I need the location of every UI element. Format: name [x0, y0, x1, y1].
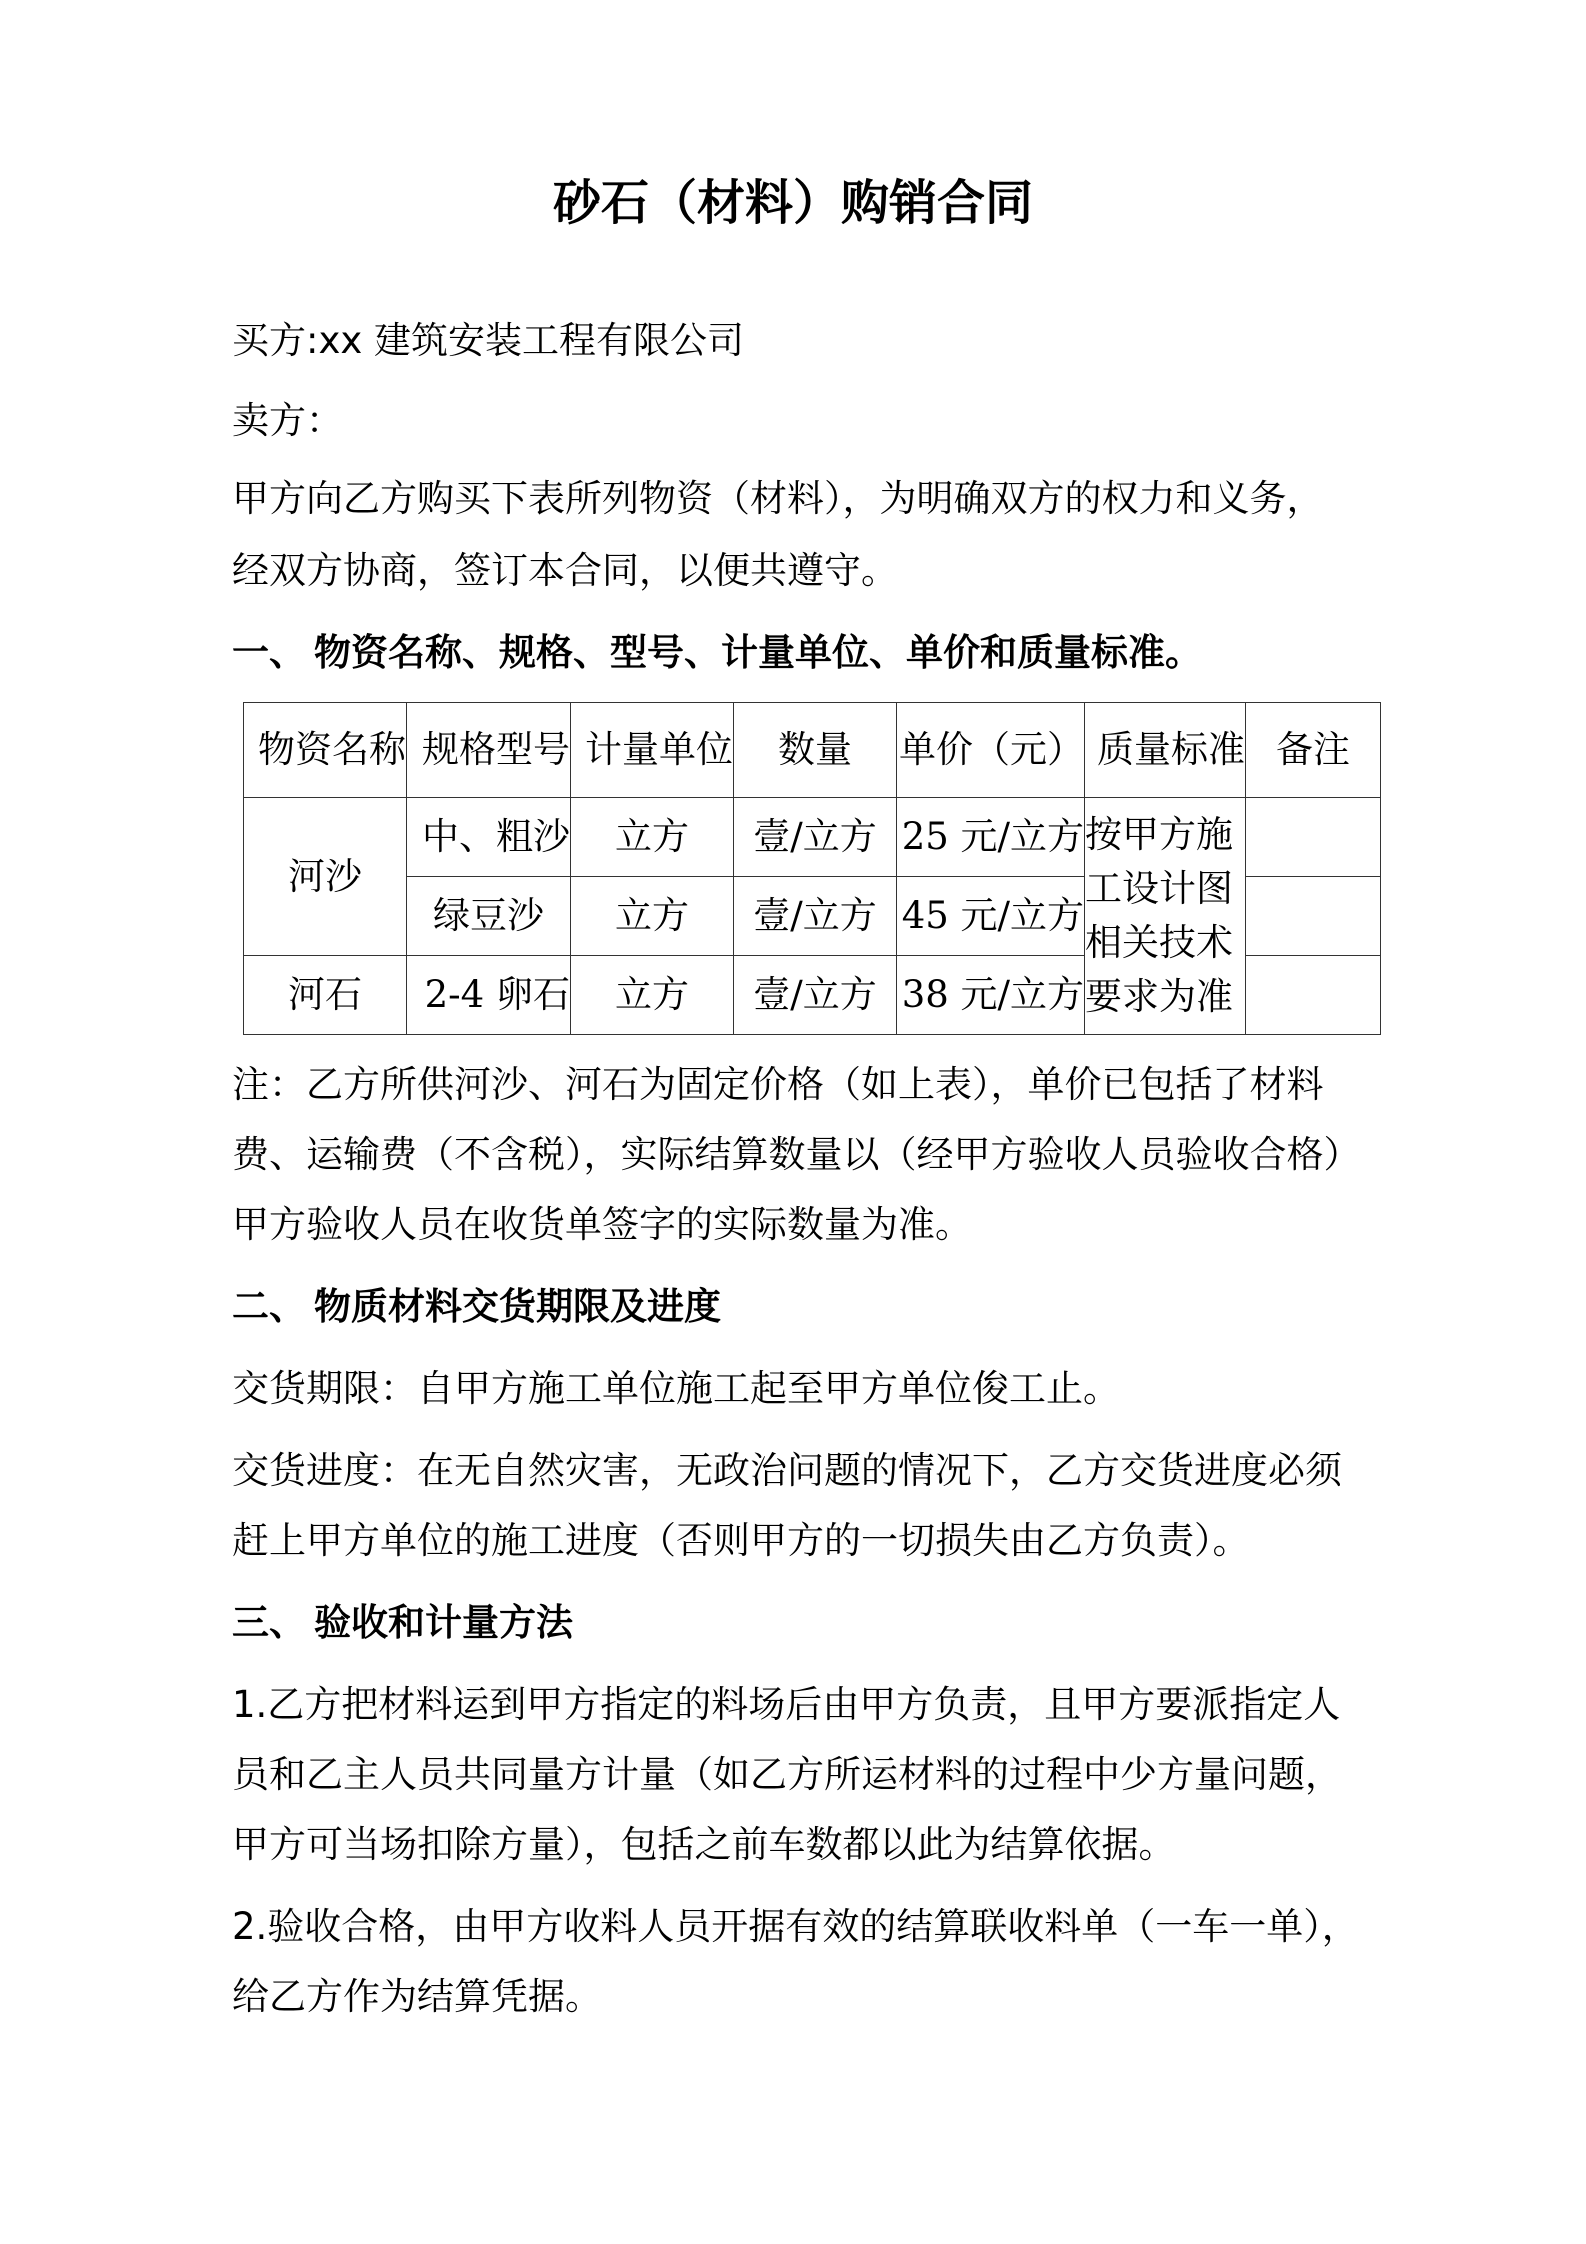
unit-cell: 立方: [571, 877, 734, 956]
header-cell: 质量标准: [1085, 703, 1246, 798]
item-1-line-1: 1.乙方把材料运到甲方指定的料场后由甲方负责，且甲方要派指定人: [232, 1683, 1341, 1726]
section-3-heading: [232, 1598, 1372, 1648]
qty-cell: 壹/立方: [734, 956, 897, 1035]
quality-line: 要求为准: [1085, 975, 1233, 1018]
unit-cell: 立方: [571, 798, 734, 877]
seller-line: 卖方：: [232, 399, 343, 442]
item-1-line-3: 甲方可当场扣除方量），包括之前车数都以此为结算依据。: [232, 1823, 1176, 1866]
section-1-number: 一、: [232, 631, 306, 674]
price-cell: 45 元/立方: [897, 877, 1085, 956]
quality-standard-cell: [1085, 798, 1246, 1035]
item-2-line-1: 2.验收合格，由甲方收料人员开据有效的结算联收料单（一车一单），: [232, 1905, 1359, 1948]
intro-line-2: 经双方协商，签订本合同，以便共遵守。: [232, 549, 898, 592]
quality-line: 相关技术: [1085, 921, 1233, 964]
table-header-row: [244, 703, 1381, 798]
price-cell: 38 元/立方: [897, 956, 1085, 1035]
remark-cell: [1246, 956, 1381, 1035]
header-cell: 计量单位: [571, 703, 734, 798]
spec-cell: 绿豆沙: [407, 877, 571, 956]
delivery-progress-line-1: 交货进度：在无自然灾害，无政治问题的情况下，乙方交货进度必须: [232, 1449, 1342, 1492]
section-3-number: 三、: [232, 1601, 306, 1644]
material-name-cell: 河石: [244, 956, 407, 1035]
note-line-1: 注：乙方所供河沙、河石为固定价格（如上表），单价已包括了材料: [232, 1063, 1324, 1106]
section-3-title: 验收和计量方法: [314, 1601, 573, 1644]
qty-cell: 壹/立方: [734, 798, 897, 877]
unit-cell: 立方: [571, 956, 734, 1035]
price-cell: 25 元/立方: [897, 798, 1085, 877]
header-cell: 备注: [1246, 703, 1381, 798]
buyer-line: 买方:xx 建筑安装工程有限公司: [232, 319, 745, 362]
section-2-title: 物质材料交货期限及进度: [314, 1285, 721, 1328]
section-2-heading: [232, 1282, 1372, 1332]
header-cell: 规格型号: [407, 703, 571, 798]
table-row: [244, 798, 1381, 877]
quality-line: 工设计图: [1085, 867, 1233, 910]
remark-cell: [1246, 877, 1381, 956]
header-cell: 单价（元）: [897, 703, 1085, 798]
material-name-cell: 河沙: [244, 798, 407, 956]
intro-line-1: 甲方向乙方购买下表所列物资（材料），为明确双方的权力和义务，: [232, 477, 1324, 520]
remark-cell: [1246, 798, 1381, 877]
header-cell: 数量: [734, 703, 897, 798]
note-line-2: 费、运输费（不含税），实际结算数量以（经甲方验收人员验收合格）: [232, 1133, 1361, 1176]
qty-cell: 壹/立方: [734, 877, 897, 956]
section-1-title: 物资名称、规格、型号、计量单位、单价和质量标准。: [314, 631, 1202, 674]
item-2-line-2: 给乙方作为结算凭据。: [232, 1975, 602, 2018]
note-line-3: 甲方验收人员在收货单签字的实际数量为准。: [232, 1203, 972, 1246]
delivery-progress-line-2: 赶上甲方单位的施工进度（否则甲方的一切损失由乙方负责）。: [232, 1519, 1250, 1562]
section-2-number: 二、: [232, 1285, 306, 1328]
materials-table: [243, 702, 1381, 1035]
header-cell: 物资名称: [244, 703, 407, 798]
quality-line: 按甲方施: [1085, 813, 1233, 856]
item-1-line-2: 员和乙主人员共同量方计量（如乙方所运材料的过程中少方量问题，: [232, 1753, 1342, 1796]
section-1-heading: [232, 628, 1372, 678]
contract-title: 砂石（材料）购销合同: [552, 175, 1033, 231]
spec-cell: 2-4 卵石: [407, 956, 571, 1035]
delivery-period-line: 交货期限：自甲方施工单位施工起至甲方单位俊工止。: [232, 1367, 1120, 1410]
spec-cell: 中、粗沙: [407, 798, 571, 877]
